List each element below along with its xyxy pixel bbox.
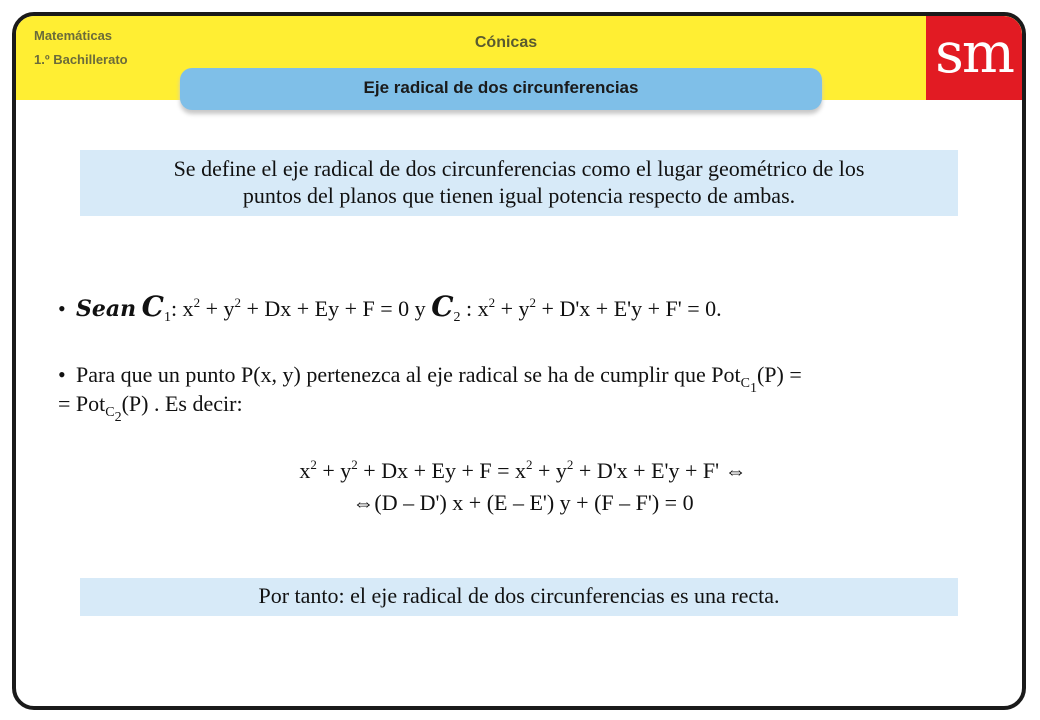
subject-label: Matemáticas: [34, 28, 113, 43]
eq-end: + D'x + E'y + F': [573, 458, 725, 483]
sean-word: Sean: [76, 296, 137, 322]
eq1-exp-y: 2: [234, 295, 241, 310]
circle-c2-symbol: C: [431, 290, 454, 323]
eq-exp-1: 2: [310, 457, 317, 472]
eq-exp-4: 2: [566, 457, 574, 472]
iff-symbol-2: ⇔: [352, 490, 375, 515]
pot-c-2-index: 2: [114, 410, 122, 425]
slide-title-banner: [180, 68, 822, 110]
eq1-exp-x: 2: [193, 295, 201, 310]
conclusion-text: Por tanto: el eje radical de dos circunferencias es una recta.: [258, 583, 780, 608]
slide-frame: [12, 12, 1026, 710]
conclusion-box: [80, 578, 958, 616]
topic-title: Cónicas: [474, 34, 538, 51]
condition-line-1-end: (P) =: [756, 362, 802, 387]
eq1-part-a: : x: [170, 296, 194, 321]
eq1-part-c: + Dx + Ey + F = 0 y: [240, 296, 432, 321]
slide-title: Eje radical de dos circunferencias: [363, 78, 639, 97]
circle-c1-symbol: C: [141, 290, 164, 323]
sm-logo: [926, 16, 1022, 100]
eq-y2: + y: [532, 458, 567, 483]
eq-mid: + Dx + Ey + F = x: [357, 458, 526, 483]
condition-line-1: Para que un punto P(x, y) pertenezca al eje radical se ha de cumplir que Pot: [76, 362, 741, 387]
equation-line-2: [16, 490, 1026, 516]
condition-line-2: = Pot: [58, 391, 106, 416]
equation-line-1: [16, 458, 1026, 484]
eq2-part-b: + y: [495, 296, 530, 321]
bullet-dot-2: •: [58, 362, 66, 387]
c2-subscript: 2: [453, 310, 461, 325]
iff-symbol: ⇔: [724, 458, 747, 483]
eq1-part-b: + y: [200, 296, 235, 321]
eq2-exp-x: 2: [488, 295, 496, 310]
eq2-part-c: + D'x + E'y + F' = 0.: [536, 296, 722, 321]
logo-text: sm: [935, 21, 1013, 86]
definition-line-2: puntos del planos que tienen igual potencia respecto de ambas.: [242, 183, 796, 208]
definition-line-1: Se define el eje radical de dos circunferencias como el lugar geométrico de los: [173, 156, 865, 181]
eq-x: x: [299, 458, 311, 483]
pot-c-1-index: 1: [749, 381, 757, 396]
c1-subscript: 1: [163, 310, 171, 325]
pot-c-2: C: [105, 405, 115, 420]
eq-y: + y: [316, 458, 352, 483]
course-label: 1.º Bachillerato: [34, 52, 128, 67]
condition-line-2-end: (P) . Es decir:: [121, 391, 243, 416]
eq-exp-3: 2: [526, 457, 533, 472]
eq-exp-2: 2: [351, 457, 358, 472]
eq2-part-a: : x: [460, 296, 489, 321]
definition-box: [80, 150, 958, 216]
eq-result: (D – D') x + (E – E') y + (F – F') = 0: [374, 490, 694, 515]
eq2-exp-y: 2: [529, 295, 537, 310]
pot-c-1: C: [740, 376, 750, 391]
bullet-dot: •: [58, 296, 66, 321]
bullet-condition: [58, 360, 998, 425]
bullet-circles: [58, 292, 722, 324]
